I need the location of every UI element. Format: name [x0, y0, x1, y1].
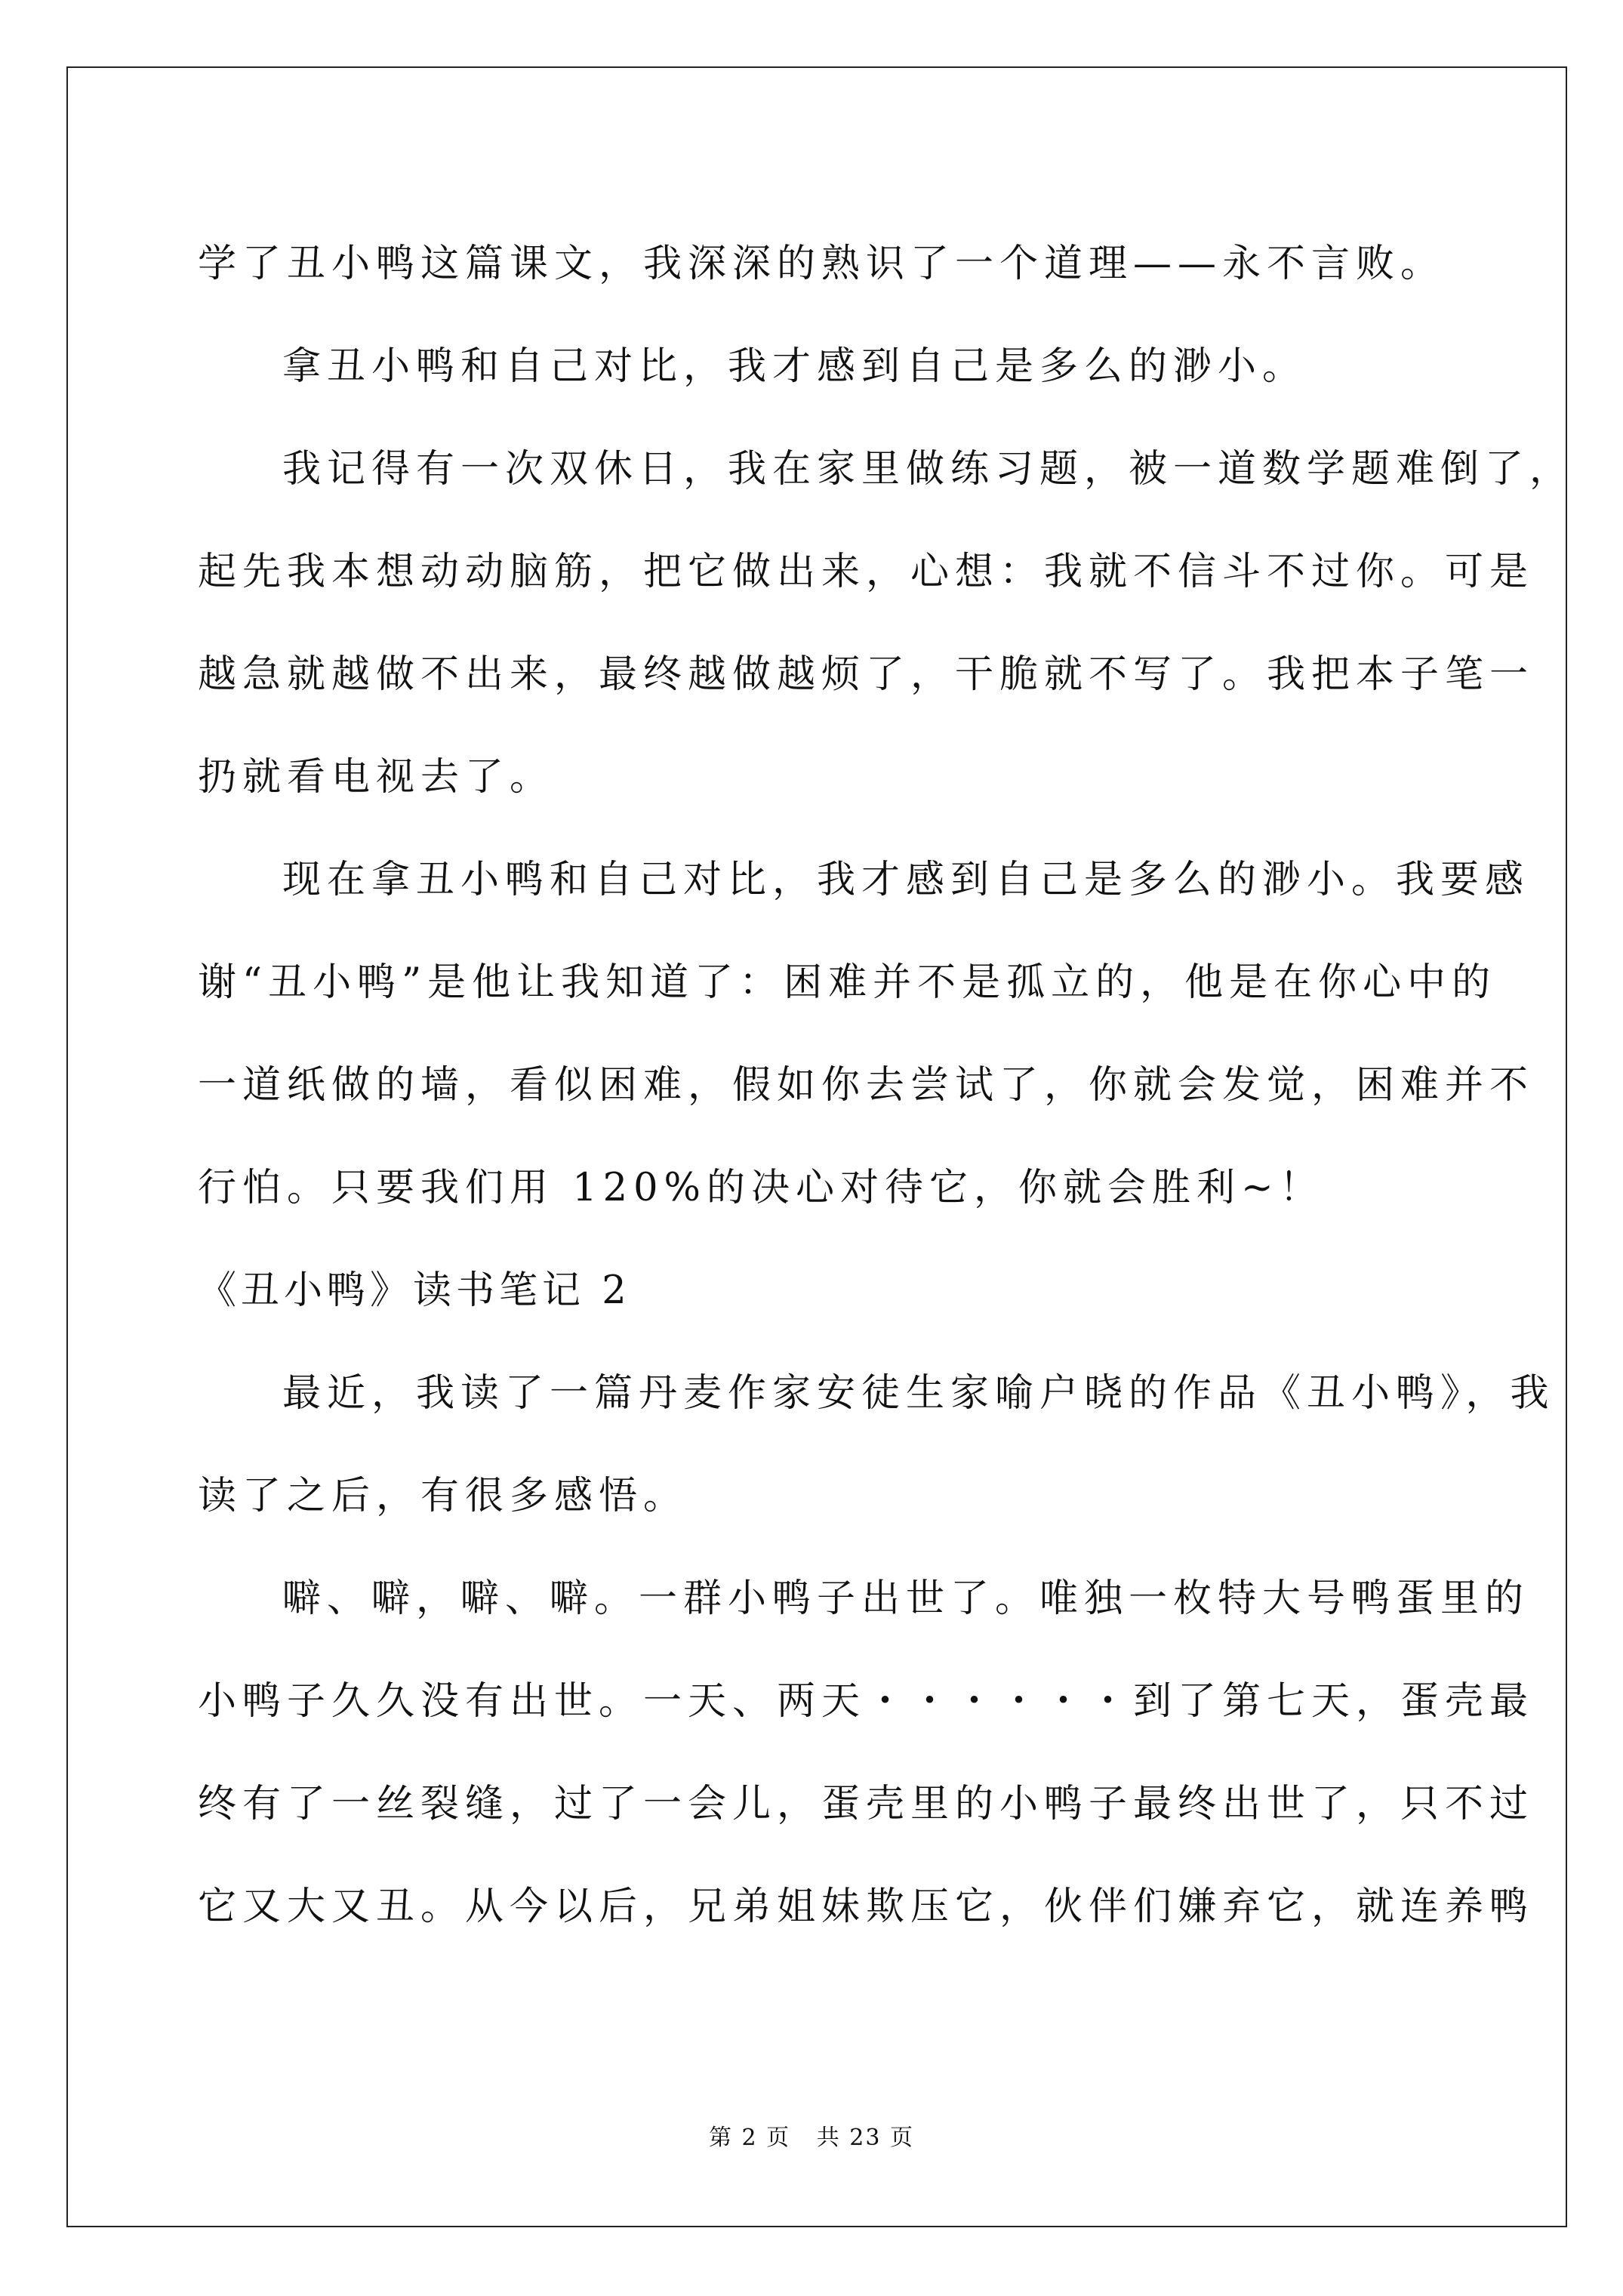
paragraph-line: 最近，我读了一篇丹麦作家安徒生家喻户晓的作品《丑小鸭》，我 — [282, 1371, 1555, 1416]
paragraph-line: 一道纸做的墙，看似困难，假如你去尝试了，你就会发觉，困难并不 — [198, 1063, 1535, 1108]
paragraph-line: 噼、噼，噼、噼。一群小鸭子出世了。唯独一枚特大号鸭蛋里的 — [282, 1576, 1530, 1621]
paragraph-line: 学了丑小鸭这篇课文，我深深的熟识了一个道理——永不言败。 — [198, 242, 1446, 286]
page-footer: 第 2 页 共 23 页 — [708, 2125, 914, 2151]
paragraph-line: 读了之后，有很多感悟。 — [198, 1474, 688, 1518]
paragraph-line: 行怕。只要我们用 120%的决心对待它，你就会胜利~！ — [198, 1166, 1324, 1210]
paragraph-line: 现在拿丑小鸭和自己对比，我才感到自己是多么的渺小。我要感 — [282, 858, 1530, 902]
paragraph-line: 终有了一丝裂缝，过了一会儿，蛋壳里的小鸭子最终出世了，只不过 — [198, 1782, 1535, 1826]
paragraph-line: 起先我本想动动脑筋，把它做出来，心想：我就不信斗不过你。可是 — [198, 550, 1535, 594]
paragraph-line: 小鸭子久久没有出世。一天、两天・・・・・・到了第七天，蛋壳最 — [198, 1679, 1535, 1724]
paragraph-line: 越急就越做不出来，最终越做越烦了，干脆就不写了。我把本子笔一 — [198, 652, 1535, 697]
paragraph-line: 拿丑小鸭和自己对比，我才感到自己是多么的渺小。 — [282, 344, 1307, 389]
document-body — [198, 208, 1575, 1954]
paragraph-line: 它又大又丑。从今以后，兄弟姐妹欺压它，伙伴们嫌弃它，就连养鸭 — [198, 1885, 1535, 1929]
paragraph-line: 谢“丑小鸭”是他让我知道了：困难并不是孤立的，他是在你心中的 — [198, 960, 1497, 1005]
section-heading: 《丑小鸭》读书笔记 2 — [198, 1268, 631, 1313]
paragraph-line: 我记得有一次双休日，我在家里做练习题，被一道数学题难倒了， — [282, 447, 1575, 492]
paragraph-line: 扔就看电视去了。 — [198, 755, 555, 800]
